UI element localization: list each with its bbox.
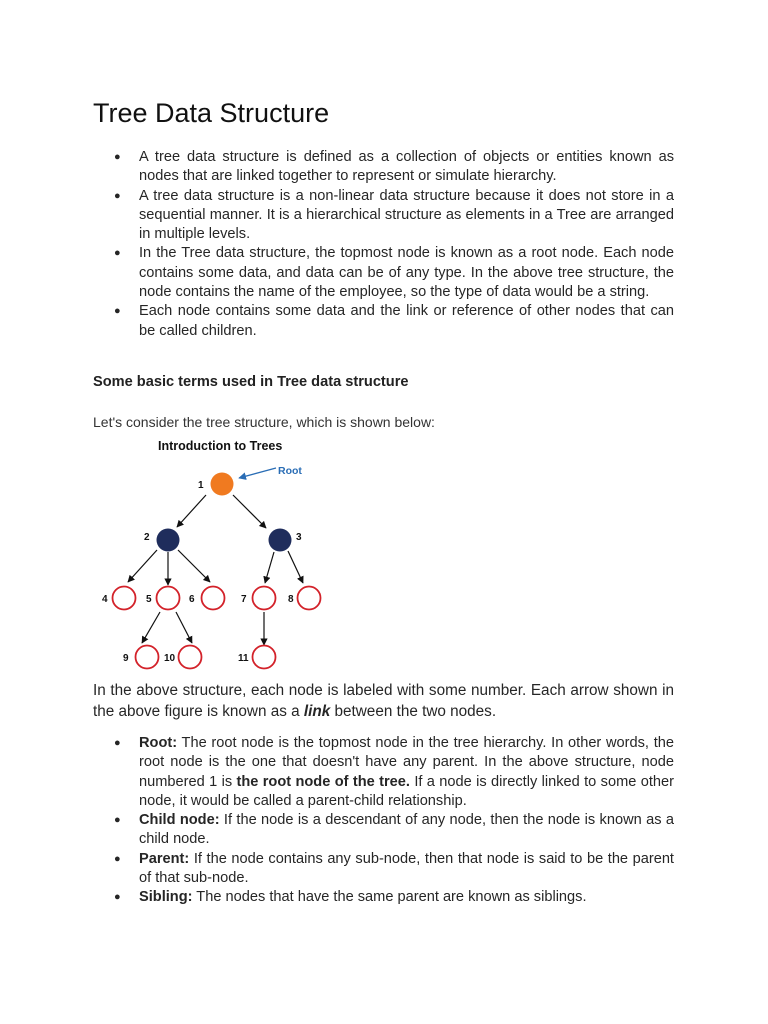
edge-3-8 <box>288 551 303 583</box>
term-label: Sibling: <box>139 889 193 906</box>
term-item-root <box>93 734 674 811</box>
term-label: Child node: <box>139 812 220 829</box>
node-label-7: 7 <box>241 594 247 605</box>
intro-bullet: ● A tree data structure is a non-linear data structure because it does not store in a sequential manner. It is a hierarchical structure as elements in a Tree are arranged in multiple levels. <box>93 187 674 245</box>
tree-node-2 <box>157 529 180 552</box>
tree-diagram <box>93 432 333 674</box>
node-label-3: 3 <box>296 532 302 543</box>
term-label: Root: <box>139 735 178 751</box>
intro-bullet: ● In the Tree data structure, the topmost node is known as a root node. Each node contains some data, and data can be of any type. In the above tree structure, the node contains the name of the employee, so the type of data would be a string. <box>93 244 674 302</box>
tree-node-6 <box>202 587 225 610</box>
tree-node-11 <box>253 646 276 669</box>
edge-1-3 <box>233 495 266 528</box>
section-heading: Some basic terms used in Tree data structure <box>93 374 409 390</box>
term-label: Parent: <box>139 850 190 867</box>
edge-3-7 <box>265 552 274 583</box>
intro-bullet: ● Each node contains some data and the link or reference of other nodes that can be called children. <box>93 302 674 341</box>
tree-node-1 <box>211 473 234 496</box>
node-label-9: 9 <box>123 653 129 664</box>
edge-2-4 <box>128 550 157 582</box>
edge-1-2 <box>177 495 206 527</box>
term-description: The nodes that have the same parent are known as siblings. <box>192 889 587 906</box>
terms-bullet-list <box>93 734 674 908</box>
node-label-10: 10 <box>164 653 176 664</box>
tree-node-5 <box>157 587 180 610</box>
intro-sentence: Let's consider the tree structure, which is shown below: <box>93 414 435 430</box>
edge-2-6 <box>178 550 210 582</box>
node-label-2: 2 <box>144 532 150 543</box>
tree-node-9 <box>136 646 159 669</box>
node-label-6: 6 <box>189 594 195 605</box>
term-item-sibling <box>93 888 674 907</box>
tree-node-7 <box>253 587 276 610</box>
page-title: Tree Data Structure <box>93 98 330 128</box>
root-pointer-arrow <box>239 468 276 478</box>
paragraph-text-before: In the above structure, each node is labeled with some number. Each arrow shown in the above figure is known as a <box>93 682 674 720</box>
node-label-11: 11 <box>238 653 249 664</box>
term-description-continued: If a node is directly linked to some other node, it would be called a parent-child relationship. <box>139 773 674 809</box>
term-description: If the node contains any sub-node, then that node is said to be the parent of that sub-node. <box>139 850 674 887</box>
node-label-5: 5 <box>146 594 152 605</box>
term-description: The root node is the topmost node in the tree hierarchy. In other words, the root node is the one that doesn't have any parent. In the above structure, node numbered 1 is <box>139 735 674 790</box>
tree-node-3 <box>269 529 292 552</box>
term-emphasis: the root node of the tree. <box>236 773 410 790</box>
intro-bullet-list <box>93 148 674 341</box>
figure-title: Introduction to Trees <box>158 439 283 453</box>
tree-node-10 <box>179 646 202 669</box>
node-label-4: 4 <box>102 594 108 605</box>
node-label-8: 8 <box>288 594 294 605</box>
term-item-parent <box>93 850 674 889</box>
root-label: Root <box>278 465 302 477</box>
intro-bullet: ● A tree data structure is defined as a collection of objects or entities known as nodes that are linked together to represent or simulate hierarchy. <box>93 148 674 187</box>
term-description: If the node is a descendant of any node, then the node is known as a child node. <box>139 812 674 848</box>
tree-node-8 <box>298 587 321 610</box>
edge-5-10 <box>176 612 192 643</box>
edge-5-9 <box>142 612 160 643</box>
paragraph-text-after: between the two nodes. <box>330 702 497 720</box>
node-label-1: 1 <box>198 480 204 491</box>
tree-node-4 <box>113 587 136 610</box>
term-item-child-node <box>93 811 674 850</box>
link-paragraph <box>93 681 674 722</box>
link-term: link <box>303 702 331 720</box>
